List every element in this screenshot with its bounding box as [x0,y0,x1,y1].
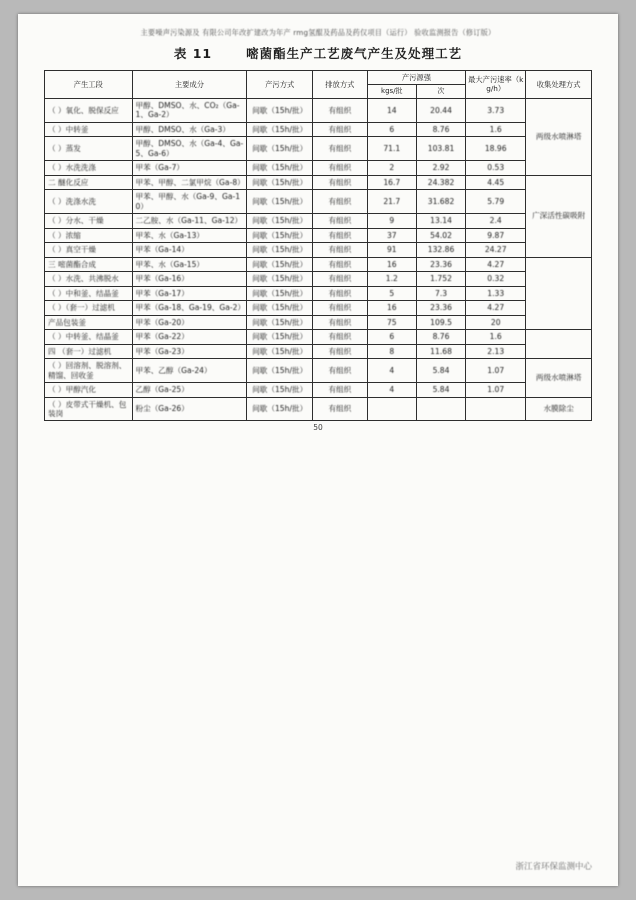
cell-rate: 4.45 [466,175,526,189]
cell-ci: 24.382 [416,175,465,189]
header-gongduan: 产生工段 [45,71,133,99]
cell-chengfen: 甲苯、甲醇、水（Ga-9、Ga-10） [132,190,247,214]
header-kgs: kgs/批 [367,85,416,99]
cell-paifang: 有组织 [313,137,368,161]
cell-ci: 23.36 [416,301,465,315]
cell-gongduan: （ ）分水、干燥 [45,214,133,228]
cell-kgs [367,397,416,421]
cell-gongduan: （ ）中和釜、结晶釜 [45,286,133,300]
cell-kgs: 71.1 [367,137,416,161]
table-row [45,257,592,271]
table-row [45,344,592,358]
cell-paifang: 有组织 [313,161,368,175]
table-row [45,122,592,136]
cell-chanwu: 间歇（15h/批） [247,175,313,189]
cell-chanwu: 间歇（15h/批） [247,315,313,329]
cell-rate: 5.79 [466,190,526,214]
cell-paifang: 有组织 [313,344,368,358]
cell-gongduan: 产品包装釜 [45,315,133,329]
cell-chengfen: 甲醇、DMSO、水（Ga-4、Ga-5、Ga-6） [132,137,247,161]
cell-ci: 1.752 [416,272,465,286]
page-footer [44,860,592,872]
cell-kgs: 16.7 [367,175,416,189]
cell-chengfen: 甲苯、水（Ga-15） [132,257,247,271]
cell-rate: 4.27 [466,257,526,271]
cell-treatment: 两级水喷淋塔 [526,359,592,397]
cell-rate: 1.6 [466,122,526,136]
cell-rate: 9.87 [466,228,526,242]
table-row [45,161,592,175]
cell-chanwu: 间歇（15h/批） [247,243,313,257]
cell-gongduan: （ ）回溶剂、脱溶剂、精馏、回收釜 [45,359,133,383]
document-page [18,14,618,886]
cell-gongduan: （ ）（套一）过滤机 [45,301,133,315]
cell-ci: 132.86 [416,243,465,257]
cell-rate: 0.53 [466,161,526,175]
cell-chengfen: 甲苯（Ga-7） [132,161,247,175]
cell-ci: 5.84 [416,383,465,397]
cell-chanwu: 间歇（15h/批） [247,286,313,300]
cell-chanwu: 间歇（15h/批） [247,98,313,122]
cell-kgs: 16 [367,257,416,271]
cell-paifang: 有组织 [313,330,368,344]
cell-paifang: 有组织 [313,214,368,228]
cell-chengfen: 乙醇（Ga-25） [132,383,247,397]
cell-ci: 8.76 [416,122,465,136]
cell-rate: 1.33 [466,286,526,300]
cell-ci: 5.84 [416,359,465,383]
emission-table [44,70,592,421]
cell-kgs: 37 [367,228,416,242]
cell-chengfen: 粉尘（Ga-26） [132,397,247,421]
table-row [45,272,592,286]
table-row [45,214,592,228]
cell-gongduan: 三 嘧菌酯合成 [45,257,133,271]
cell-chanwu: 间歇（15h/批） [247,214,313,228]
cell-ci: 20.44 [416,98,465,122]
cell-kgs: 4 [367,359,416,383]
cell-chanwu: 间歇（15h/批） [247,122,313,136]
header-max-rate: 最大产污速率（kg/h） [466,71,526,99]
cell-gongduan: （ ）水洗、共沸脱水 [45,272,133,286]
cell-paifang: 有组织 [313,383,368,397]
cell-gongduan: （ ）水洗洗涤 [45,161,133,175]
cell-paifang: 有组织 [313,175,368,189]
cell-chengfen: 甲苯（Ga-20） [132,315,247,329]
cell-treatment: 水膜除尘 [526,397,592,421]
cell-kgs: 6 [367,122,416,136]
header-chengfen: 主要成分 [132,71,247,99]
cell-gongduan: （ ）氧化、脱保反应 [45,98,133,122]
cell-treatment [526,257,592,329]
cell-ci: 13.14 [416,214,465,228]
cell-chanwu: 间歇（15h/批） [247,383,313,397]
table-row [45,301,592,315]
cell-kgs: 16 [367,301,416,315]
cell-kgs: 21.7 [367,190,416,214]
cell-paifang: 有组织 [313,257,368,271]
cell-rate: 24.27 [466,243,526,257]
table-row [45,359,592,383]
cell-rate: 1.6 [466,330,526,344]
cell-chengfen: 甲苯（Ga-18、Ga-19、Ga-2） [132,301,247,315]
cell-paifang: 有组织 [313,122,368,136]
cell-gongduan: （ ）中转釜 [45,122,133,136]
table-body [45,98,592,421]
cell-kgs: 1.2 [367,272,416,286]
cell-chengfen: 甲苯、水（Ga-13） [132,228,247,242]
cell-kgs: 2 [367,161,416,175]
cell-treatment: 广深活性碳吸附 [526,175,592,257]
table-row [45,315,592,329]
table-header-row-1 [45,71,592,85]
cell-gongduan: （ ）蒸发 [45,137,133,161]
header-treatment: 收集处理方式 [526,71,592,99]
cell-rate: 2.4 [466,214,526,228]
cell-chanwu: 间歇（15h/批） [247,161,313,175]
cell-ci: 109.5 [416,315,465,329]
cell-rate: 1.07 [466,383,526,397]
cell-kgs: 4 [367,383,416,397]
cell-gongduan: 四 （套一）过滤机 [45,344,133,358]
header-ci: 次 [416,85,465,99]
cell-paifang: 有组织 [313,98,368,122]
cell-chanwu: 间歇（15h/批） [247,359,313,383]
cell-gongduan: （ ）中转釜、结晶釜 [45,330,133,344]
cell-kgs: 8 [367,344,416,358]
cell-chanwu: 间歇（15h/批） [247,397,313,421]
cell-ci: 11.68 [416,344,465,358]
cell-chanwu: 间歇（15h/批） [247,344,313,358]
cell-rate: 1.07 [466,359,526,383]
cell-paifang: 有组织 [313,315,368,329]
cell-paifang: 有组织 [313,272,368,286]
page-number: 50 [313,423,323,433]
table-title [44,44,592,62]
cell-paifang: 有组织 [313,190,368,214]
table-row [45,190,592,214]
table-row [45,98,592,122]
cell-chanwu: 间歇（15h/批） [247,228,313,242]
table-number: 表 11 [173,46,213,61]
cell-gongduan: （ ）洗涤水洗 [45,190,133,214]
cell-rate: 18.96 [466,137,526,161]
cell-chengfen: 甲苯、乙醇（Ga-24） [132,359,247,383]
cell-paifang: 有组织 [313,228,368,242]
cell-chengfen: 甲醇、DMSO、水（Ga-3） [132,122,247,136]
cell-treatment [526,330,592,359]
cell-chanwu: 间歇（15h/批） [247,257,313,271]
cell-gongduan: 二 醚化反应 [45,175,133,189]
cell-gongduan: （ ）浓缩 [45,228,133,242]
cell-chanwu: 间歇（15h/批） [247,301,313,315]
table-row [45,286,592,300]
cell-ci: 54.02 [416,228,465,242]
cell-kgs: 6 [367,330,416,344]
cell-ci: 8.76 [416,330,465,344]
cell-chanwu: 间歇（15h/批） [247,330,313,344]
cell-chengfen: 甲醇、DMSO、水、CO₂（Ga-1、Ga-2） [132,98,247,122]
header-chanwu: 产污方式 [247,71,313,99]
cell-ci: 103.81 [416,137,465,161]
table-row [45,175,592,189]
cell-ci: 7.3 [416,286,465,300]
cell-chengfen: 甲苯（Ga-16） [132,272,247,286]
institution-stamp: 浙江省环保监测中心 [515,862,592,872]
cell-treatment: 两级水喷淋塔 [526,98,592,175]
cell-chengfen: 二乙胺、水（Ga-11、Ga-12） [132,214,247,228]
header-paifang: 排放方式 [313,71,368,99]
cell-ci: 23.36 [416,257,465,271]
cell-chanwu: 间歇（15h/批） [247,190,313,214]
cell-rate: 20 [466,315,526,329]
cell-kgs: 91 [367,243,416,257]
cell-chanwu: 间歇（15h/批） [247,137,313,161]
cell-chanwu: 间歇（15h/批） [247,272,313,286]
cell-paifang: 有组织 [313,397,368,421]
cell-rate: 2.13 [466,344,526,358]
cell-kgs: 75 [367,315,416,329]
cell-chengfen: 甲苯（Ga-23） [132,344,247,358]
cell-gongduan: （ ）皮带式干燥机、包装岗 [45,397,133,421]
cell-rate [466,397,526,421]
cell-gongduan: （ ）真空干燥 [45,243,133,257]
page-header: 主要噪声污染源及 有限公司年改扩建改为年产 rmg氢醌及药品及药仅项目（运行） 验收监测报告（修订版） [140,28,496,37]
table-caption: 嘧菌酯生产工艺废气产生及处理工艺 [246,46,463,61]
cell-rate: 3.73 [466,98,526,122]
table-row [45,137,592,161]
cell-paifang: 有组织 [313,286,368,300]
cell-chengfen: 甲苯（Ga-22） [132,330,247,344]
cell-chengfen: 甲苯、甲醇、二氯甲烷（Ga-8） [132,175,247,189]
cell-ci [416,397,465,421]
cell-rate: 0.32 [466,272,526,286]
cell-gongduan: （ ）甲醇汽化 [45,383,133,397]
table-row [45,383,592,397]
table-row [45,243,592,257]
cell-rate: 4.27 [466,301,526,315]
cell-kgs: 5 [367,286,416,300]
cell-ci: 2.92 [416,161,465,175]
cell-chengfen: 甲苯（Ga-17） [132,286,247,300]
cell-ci: 31.682 [416,190,465,214]
table-row [45,228,592,242]
cell-kgs: 14 [367,98,416,122]
cell-chengfen: 甲苯（Ga-14） [132,243,247,257]
table-row [45,330,592,344]
table-row [45,397,592,421]
cell-paifang: 有组织 [313,359,368,383]
cell-paifang: 有组织 [313,243,368,257]
cell-paifang: 有组织 [313,301,368,315]
cell-kgs: 9 [367,214,416,228]
header-yuanqiang-group: 产污源强 [367,71,465,85]
